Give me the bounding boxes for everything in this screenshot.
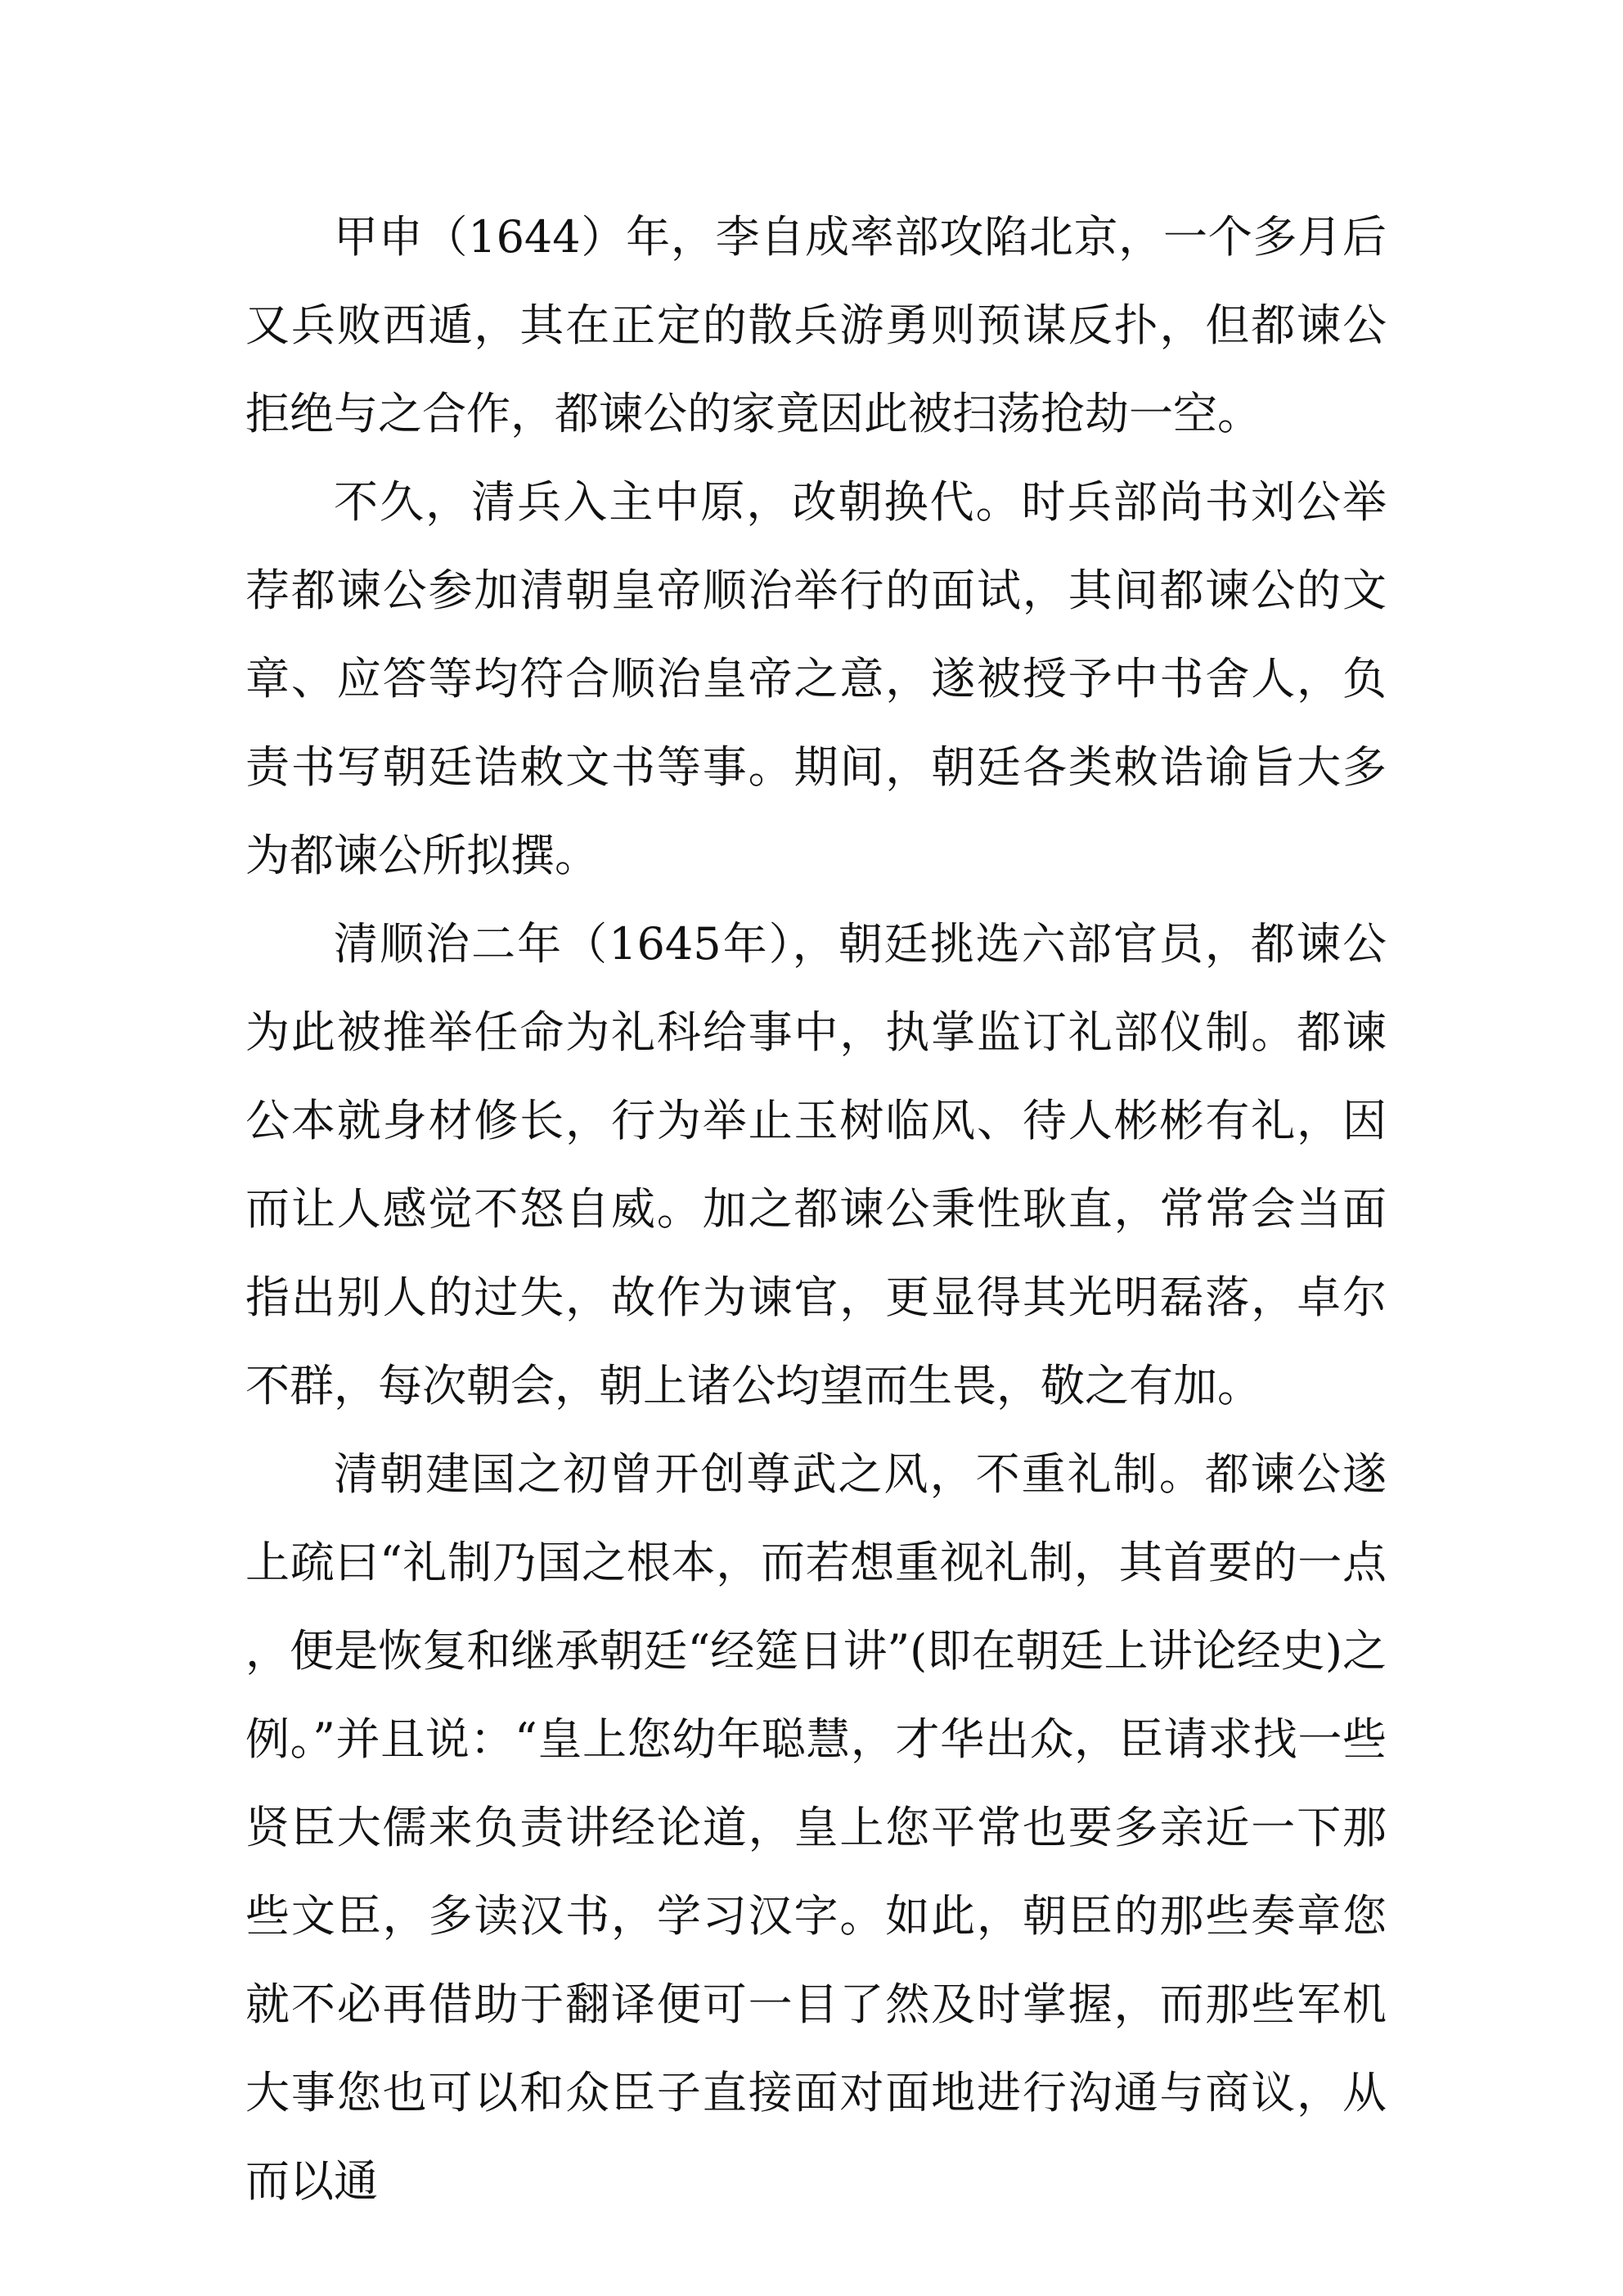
paragraph-3: 清顺治二年（1645年），朝廷挑选六部官员，都谏公为此被推举任命为礼科给事中，执掌监订礼部仪制。都谏公本就身材修长，行为举止玉树临风、待人彬彬有礼，因而让人感觉不怒自威。加之都谏公秉性耿直，常常会当面指出别人的过失，故作为谏官，更显得其光明磊落，卓尔不群，每次朝会，朝上诸公均望而生畏，敬之有加。: [245, 918, 1387, 1411]
paragraph-2: 不久，清兵入主中原，改朝换代。时兵部尚书刘公举荐都谏公参加清朝皇帝顺治举行的面试，其间都谏公的文章、应答等均符合顺治皇帝之意，遂被授予中书舍人，负责书写朝廷诰敕文书等事。期间，朝廷各类敕诰谕旨大多为都谏公所拟撰。: [245, 476, 1387, 881]
paragraph-1: 甲申（1644）年，李自成率部攻陷北京，一个多月后又兵败西遁，其在正定的散兵游勇则预谋反扑，但都谏公拒绝与之合作，都谏公的家竟因此被扫荡抢劫一空。: [245, 211, 1387, 439]
body-text: [245, 193, 1387, 2226]
paragraph-4: 清朝建国之初曾开创尊武之风，不重礼制。都谏公遂上疏曰“礼制乃国之根本，而若想重视礼制，其首要的一点，便是恢复和继承朝廷“经筵日讲”(即在朝廷上讲论经史)之例。”并且说：“皇上您幼年聪慧，才华出众，臣请求找一些贤臣大儒来负责讲经论道，皇上您平常也要多亲近一下那些文臣，多读汉书，学习汉字。如此，朝臣的那些奏章您就不必再借助于翻译便可一目了然及时掌握，而那些军机大事您也可以和众臣子直接面对面地进行沟通与商议，从而以通: [245, 1448, 1387, 2207]
